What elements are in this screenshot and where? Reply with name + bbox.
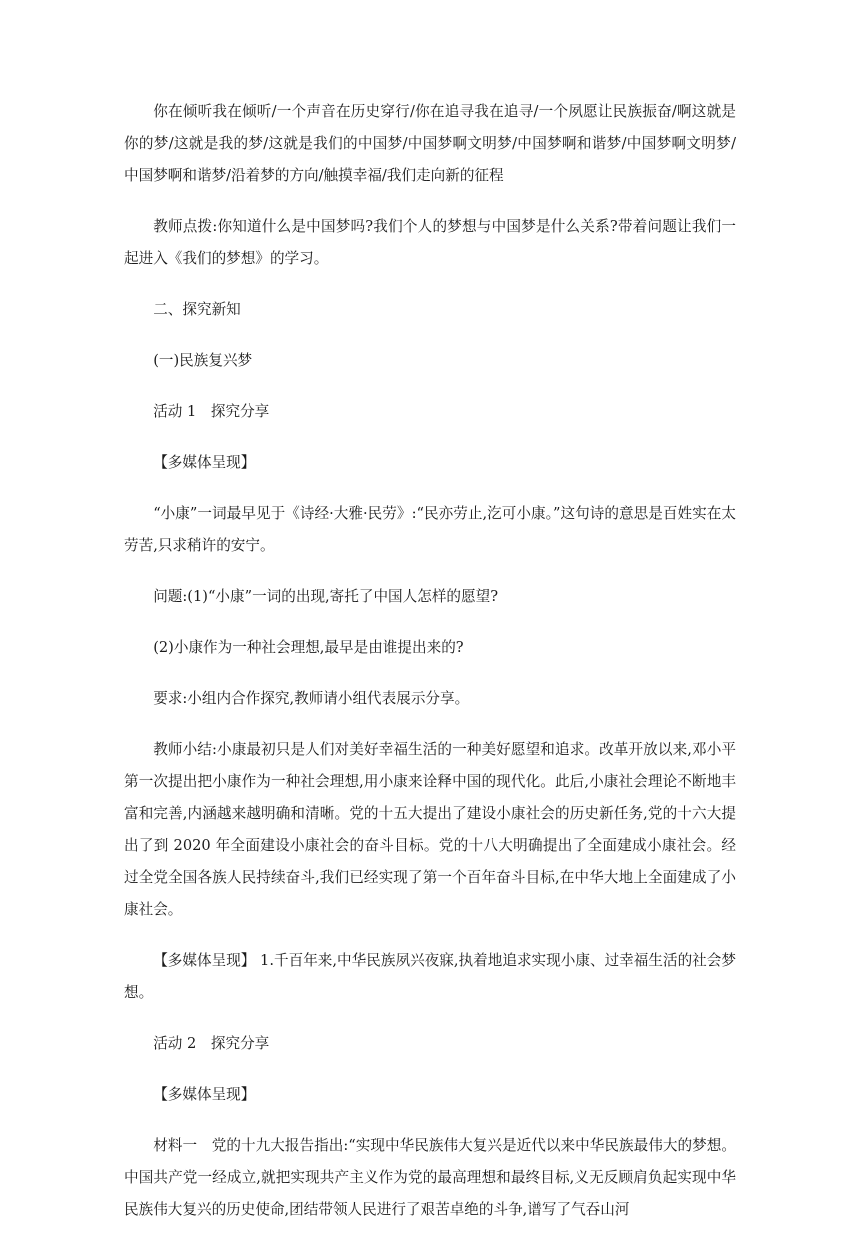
document-body: [124, 96, 736, 1245]
multimedia-label-2: 【多媒体呈现】: [153, 1086, 256, 1103]
teacher-summary-paragraph: 教师小结:小康最初只是人们对美好幸福生活的一种美好愿望和追求。改革开放以来,邓小平第一次提出把小康作为一种社会理想,用小康来诠释中国的现代化。此后,小康社会理论不断地丰富和完善,内涵越来越明确和清晰。党的十五大提出了建设小康社会的历史新任务,党的十六大提出了到 2020 年全面建设小康社会的奋斗目标。党的十八大明确提出了全面建成小康社会。经过全党全国各族人民持续奋斗,我们已经实现了第一个百年奋斗目标,在中华大地上全面建成了小康社会。: [124, 741, 736, 918]
subsection-heading: (一)民族复兴梦: [153, 352, 253, 369]
question-two: (2)小康作为一种社会理想,最早是由谁提出来的?: [153, 639, 464, 656]
multimedia-point-paragraph: 【多媒体呈现】 1.千百年来,中华民族夙兴夜寐,执着地追求实现小康、过幸福生活的社会梦想。: [124, 952, 736, 1001]
question-one: 问题:(1)“小康”一词的出现,寄托了中国人怎样的愿望?: [153, 588, 499, 605]
activity-heading: 活动 1 探究分享: [153, 403, 270, 420]
teacher-guidance-paragraph: 教师点拨:你知道什么是中国梦吗?我们个人的梦想与中国梦是什么关系?带着问题让我们一起进入《我们的梦想》的学习。: [124, 218, 736, 267]
song-lyrics-paragraph: 你在倾听我在倾听/一个声音在历史穿行/你在追寻我在追寻/一个夙愿让民族振奋/啊这就是你的梦/这就是我的梦/这就是我们的中国梦/中国梦啊文明梦/中国梦啊和谐梦/中国梦啊文明梦/中国梦啊和谐梦/沿着梦的方向/触摸幸福/我们走向新的征程: [124, 103, 736, 184]
activity-heading-2: 活动 2 探究分享: [153, 1035, 270, 1052]
material-one-paragraph: 材料一 党的十九大报告指出:“实现中华民族伟大复兴是近代以来中华民族最伟大的梦想。中国共产党一经成立,就把实现共产主义作为党的最高理想和最终目标,义无反顾肩负起实现中华民族伟大复兴的历史使命,团结带领人民进行了艰苦卓绝的斗争,谱写了气吞山河: [124, 1137, 736, 1218]
multimedia-label: 【多媒体呈现】: [153, 454, 256, 471]
xiaokang-origin-paragraph: “小康”一词最早见于《诗经·大雅·民劳》:“民亦劳止,汔可小康。”这句诗的意思是百姓实在太劳苦,只求稍许的安宁。: [124, 505, 736, 554]
requirement-paragraph: 要求:小组内合作探究,教师请小组代表展示分享。: [153, 690, 470, 707]
section-heading: 二、探究新知: [153, 301, 241, 318]
